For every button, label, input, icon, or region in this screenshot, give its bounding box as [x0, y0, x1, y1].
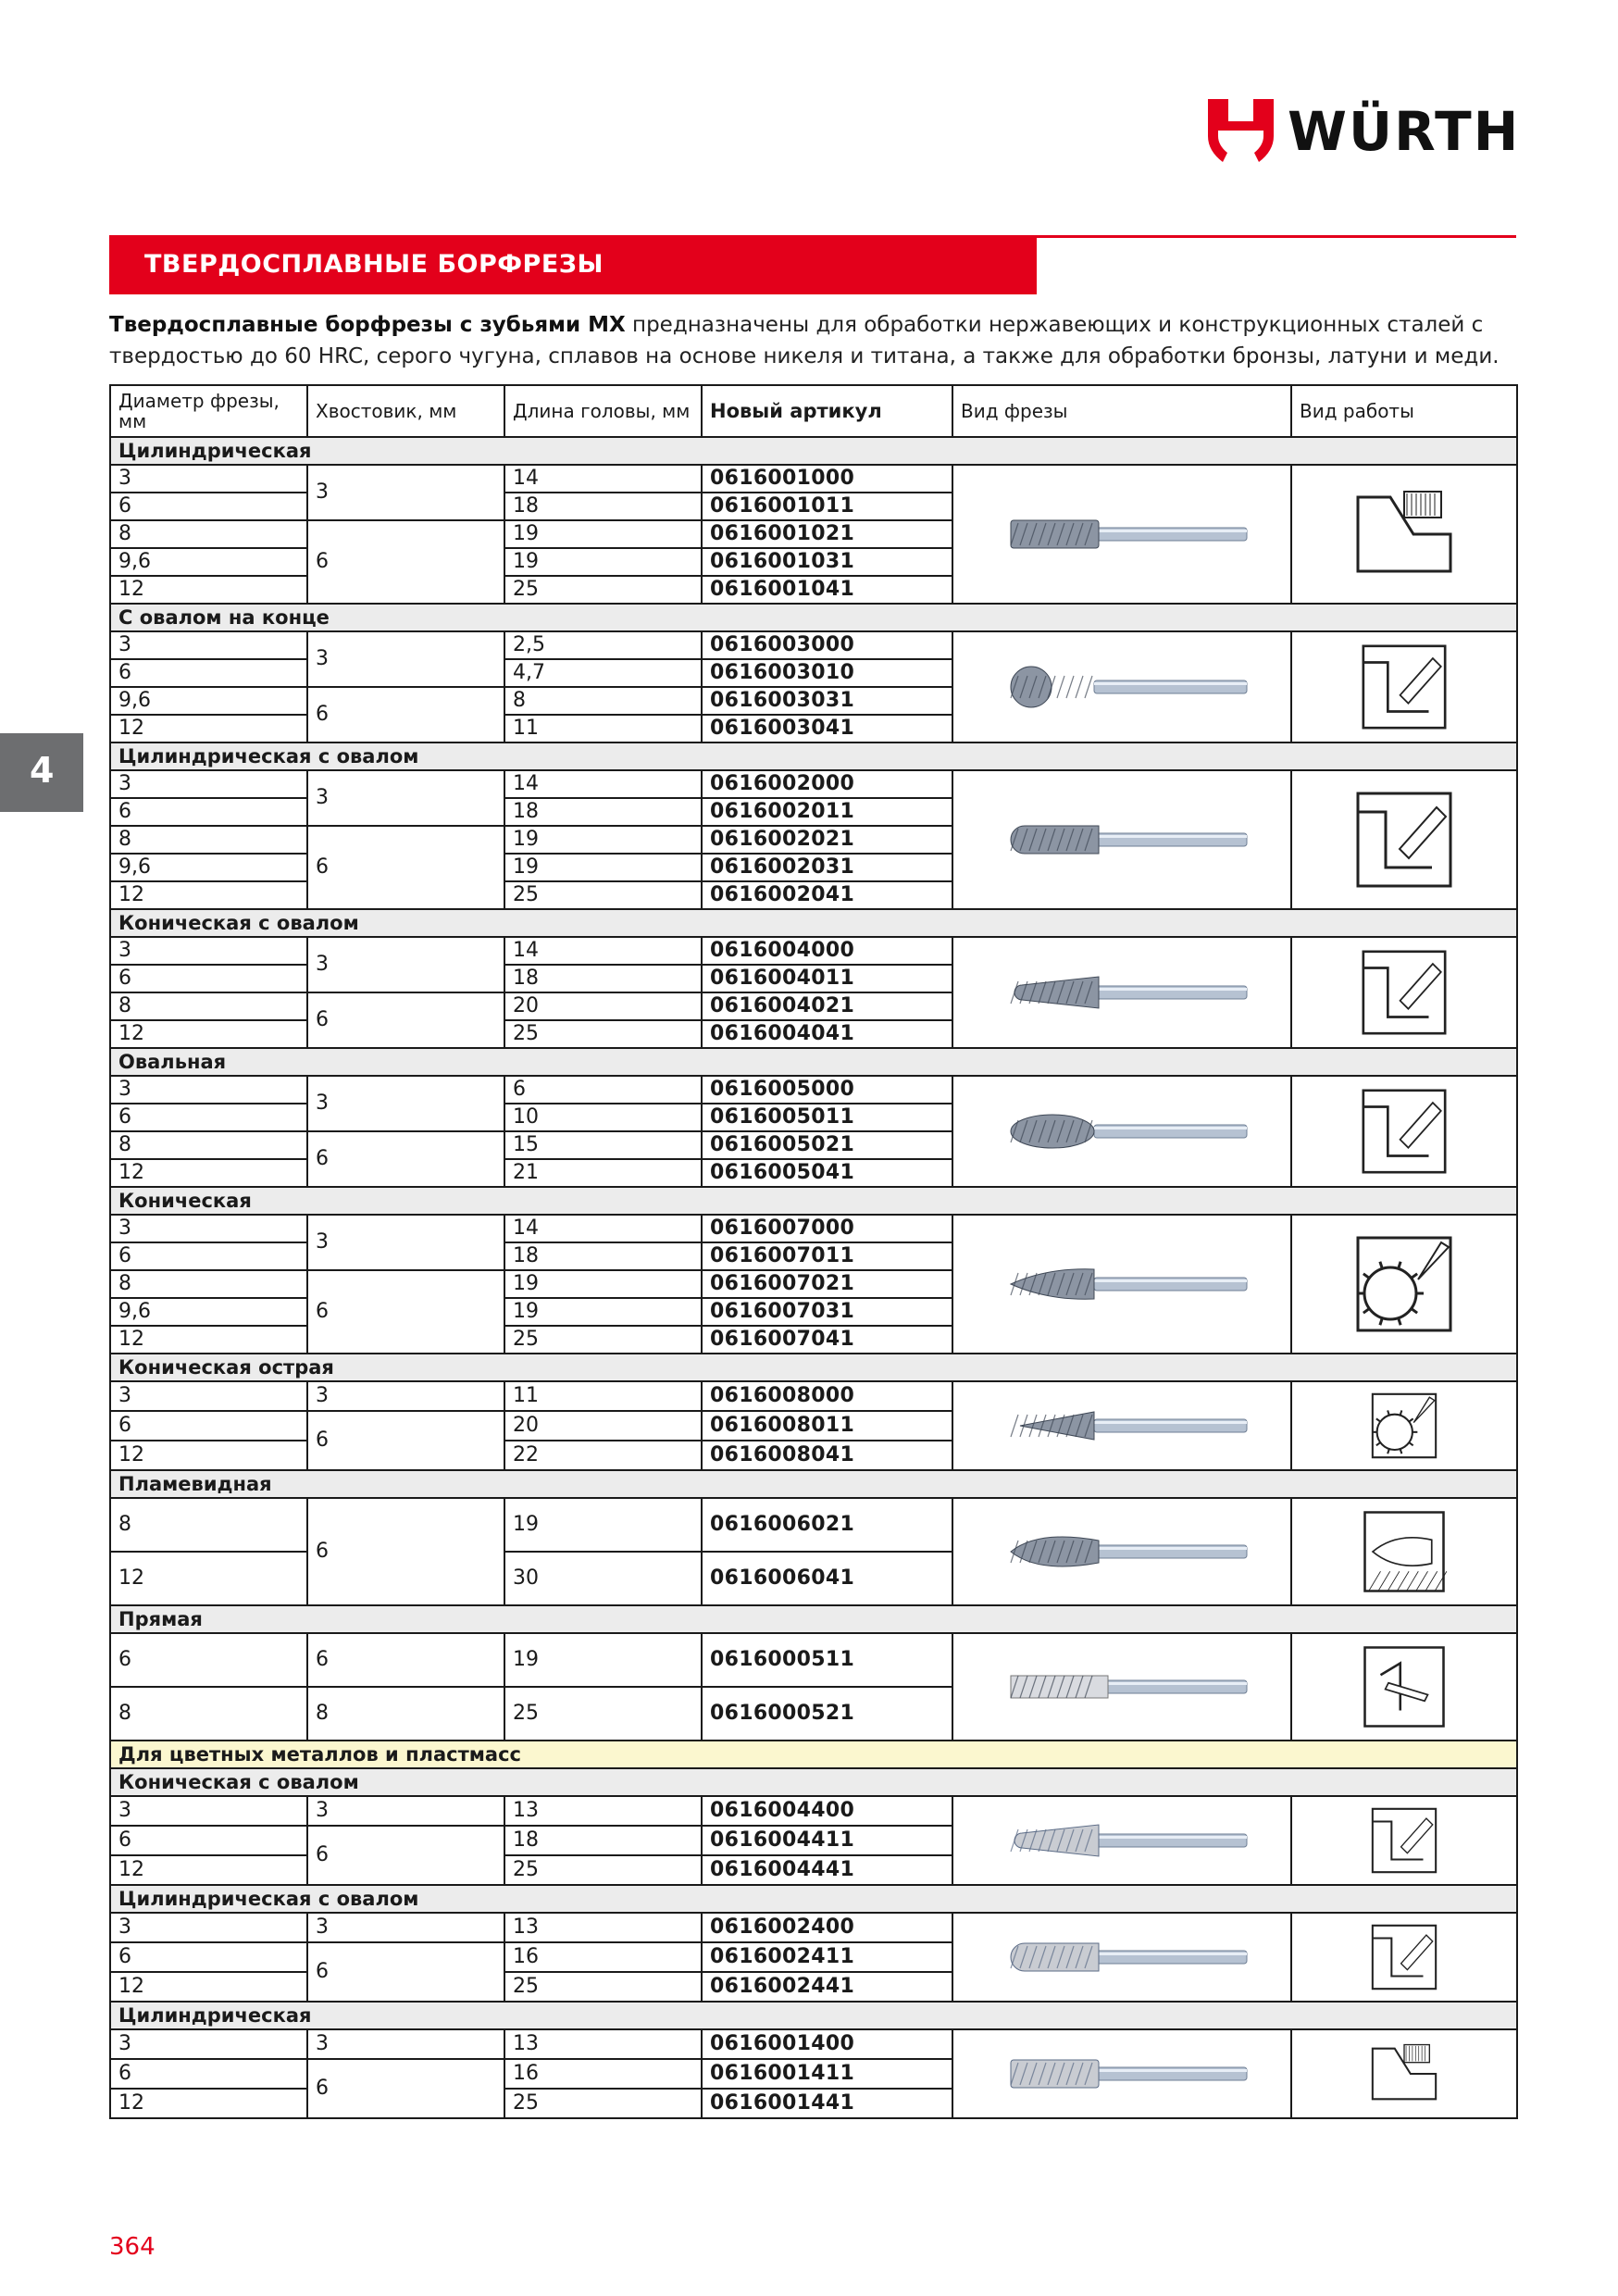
corner-work-icon	[1366, 1919, 1442, 1995]
diameter-cell: 3	[110, 1913, 307, 1942]
table-row	[110, 631, 1517, 659]
article-cell: 0616004041	[702, 1020, 952, 1048]
wurth-emblem-icon	[1206, 97, 1276, 167]
article-cell: 0616003000	[702, 631, 952, 659]
head-length-cell: 30	[504, 1552, 702, 1605]
diameter-cell: 3	[110, 2029, 307, 2059]
diameter-cell: 3	[110, 770, 307, 798]
burr-image	[952, 1076, 1291, 1187]
corner-work-icon	[1349, 784, 1460, 895]
shank-cell: 6	[307, 2059, 504, 2118]
shank-cell: 6	[307, 1826, 504, 1885]
article-cell: 0616007011	[702, 1242, 952, 1270]
table-row	[110, 1498, 1517, 1552]
head-length-cell: 25	[504, 1020, 702, 1048]
corner-work-icon	[1355, 943, 1453, 1042]
article-cell: 0616002441	[702, 1972, 952, 2002]
tree-round-burr-alu-icon	[983, 1800, 1261, 1881]
diameter-cell: 12	[110, 1972, 307, 2002]
head-length-cell: 19	[504, 548, 702, 576]
ball-burr-icon	[983, 645, 1261, 729]
article-cell: 0616002000	[702, 770, 952, 798]
group-header	[110, 1354, 1517, 1381]
table-row	[110, 1076, 1517, 1104]
head-length-cell: 13	[504, 1913, 702, 1942]
pointed-cone-burr-icon	[983, 1385, 1261, 1466]
article-cell: 0616007021	[702, 1270, 952, 1298]
head-length-cell: 21	[504, 1159, 702, 1187]
group-header	[110, 2002, 1517, 2029]
group-header	[110, 909, 1517, 937]
burr-image	[952, 631, 1291, 742]
head-length-cell: 25	[504, 1855, 702, 1885]
burr-image	[952, 1796, 1291, 1885]
head-length-cell: 19	[504, 1298, 702, 1326]
head-length-cell: 18	[504, 965, 702, 992]
work-image	[1291, 2029, 1517, 2118]
table-row	[110, 1633, 1517, 1687]
cylinder-burr-icon	[983, 493, 1261, 576]
gear-work-icon	[1366, 1388, 1442, 1464]
cone-burr-icon	[983, 1242, 1261, 1326]
article-cell: 0616001400	[702, 2029, 952, 2059]
table-row	[110, 770, 1517, 798]
tree-round-burr-icon	[983, 951, 1261, 1034]
head-length-cell: 11	[504, 1381, 702, 1411]
head-length-cell: 18	[504, 1242, 702, 1270]
diameter-cell: 6	[110, 1104, 307, 1131]
head-length-cell: 25	[504, 2089, 702, 2118]
work-image	[1291, 631, 1517, 742]
head-length-cell: 6	[504, 1076, 702, 1104]
col-article: Новый артикул	[702, 385, 952, 437]
wurth-logo	[1206, 97, 1521, 167]
diameter-cell: 12	[110, 1020, 307, 1048]
article-cell: 0616002411	[702, 1942, 952, 1972]
head-length-cell: 25	[504, 881, 702, 909]
article-cell: 0616007041	[702, 1326, 952, 1354]
shank-cell: 3	[307, 2029, 504, 2059]
article-cell: 0616001411	[702, 2059, 952, 2089]
col-burr-view: Вид фрезы	[952, 385, 1291, 437]
work-image	[1291, 1498, 1517, 1605]
burr-image	[952, 465, 1291, 604]
article-cell: 0616002041	[702, 881, 952, 909]
article-cell: 0616002021	[702, 826, 952, 854]
work-image	[1291, 1215, 1517, 1354]
shank-cell: 6	[307, 992, 504, 1048]
head-length-cell: 19	[504, 1633, 702, 1687]
head-length-cell: 14	[504, 937, 702, 965]
article-cell: 0616006041	[702, 1552, 952, 1605]
corner-work-icon	[1355, 638, 1453, 736]
article-cell: 0616007031	[702, 1298, 952, 1326]
head-length-cell: 10	[504, 1104, 702, 1131]
work-image	[1291, 465, 1517, 604]
diameter-cell: 3	[110, 1076, 307, 1104]
article-cell: 0616002011	[702, 798, 952, 826]
work-image	[1291, 1076, 1517, 1187]
col-shank: Хвостовик, мм	[307, 385, 504, 437]
chapter-number: 4	[30, 750, 55, 791]
cylinder-round-burr-alu-icon	[983, 1916, 1261, 1998]
head-length-cell: 18	[504, 1826, 702, 1855]
gear-work-icon	[1349, 1229, 1460, 1340]
article-cell: 0616001000	[702, 465, 952, 493]
article-cell: 0616001041	[702, 576, 952, 604]
head-length-cell: 25	[504, 1687, 702, 1741]
head-length-cell: 14	[504, 770, 702, 798]
head-length-cell: 19	[504, 520, 702, 548]
shank-cell: 6	[307, 826, 504, 909]
shank-cell: 6	[307, 520, 504, 604]
head-length-cell: 13	[504, 1796, 702, 1826]
head-length-cell: 22	[504, 1441, 702, 1470]
head-length-cell: 15	[504, 1131, 702, 1159]
shank-cell: 3	[307, 465, 504, 520]
head-length-cell: 16	[504, 2059, 702, 2089]
burr-image	[952, 1381, 1291, 1470]
diameter-cell: 6	[110, 1942, 307, 1972]
article-cell: 0616003010	[702, 659, 952, 687]
head-length-cell: 19	[504, 1498, 702, 1552]
head-length-cell: 25	[504, 1326, 702, 1354]
table-row	[110, 1796, 1517, 1826]
article-cell: 0616000521	[702, 1687, 952, 1741]
group-title: Пламевидная	[110, 1470, 1517, 1498]
article-cell: 0616004000	[702, 937, 952, 965]
diameter-cell: 8	[110, 1687, 307, 1741]
shank-cell: 8	[307, 1687, 504, 1741]
table-row	[110, 2029, 1517, 2059]
diameter-cell: 9,6	[110, 1298, 307, 1326]
shank-cell: 6	[307, 1942, 504, 2002]
article-cell: 0616004411	[702, 1826, 952, 1855]
shank-cell: 6	[307, 1270, 504, 1354]
shank-cell: 6	[307, 1498, 504, 1605]
diameter-cell: 8	[110, 992, 307, 1020]
diameter-cell: 12	[110, 1855, 307, 1885]
article-cell: 0616000511	[702, 1633, 952, 1687]
burr-image	[952, 1498, 1291, 1605]
group-header	[110, 1741, 1517, 1768]
head-length-cell: 18	[504, 798, 702, 826]
table-row	[110, 1215, 1517, 1242]
edge-work-icon	[1357, 1640, 1451, 1734]
diameter-cell: 8	[110, 1498, 307, 1552]
burr-image	[952, 1633, 1291, 1741]
diameter-cell: 8	[110, 520, 307, 548]
col-head-length: Длина головы, мм	[504, 385, 702, 437]
head-length-cell: 20	[504, 1411, 702, 1441]
head-length-cell: 19	[504, 854, 702, 881]
burr-image	[952, 2029, 1291, 2118]
diameter-cell: 6	[110, 659, 307, 687]
head-length-cell: 18	[504, 493, 702, 520]
intro-lead: Твердосплавные борфрезы с зубьями MX	[109, 313, 626, 337]
straight-burr-icon	[983, 1645, 1261, 1728]
group-header	[110, 1885, 1517, 1913]
diameter-cell: 12	[110, 576, 307, 604]
diameter-cell: 3	[110, 631, 307, 659]
head-length-cell: 19	[504, 1270, 702, 1298]
diameter-cell: 12	[110, 1552, 307, 1605]
diameter-cell: 9,6	[110, 548, 307, 576]
group-title: Цилиндрическая	[110, 2002, 1517, 2029]
group-title: Для цветных металлов и пластмасс	[110, 1741, 1517, 1768]
intro-text: предназначены для обработки нержавеющих и конструкционных сталей с твердостью до 60 HRC, серого чугуна, сплавов на основе никеля и титана, а также для обработки бронзы, латуни и меди.	[109, 313, 1500, 368]
shank-cell: 3	[307, 937, 504, 992]
group-title: Коническая	[110, 1187, 1517, 1215]
burr-image	[952, 937, 1291, 1048]
article-cell: 0616005021	[702, 1131, 952, 1159]
work-image	[1291, 1796, 1517, 1885]
intro-paragraph	[109, 309, 1516, 372]
cylinder-burr-alu-icon	[983, 2033, 1261, 2115]
article-cell: 0616003031	[702, 687, 952, 715]
product-table	[109, 384, 1518, 2119]
head-length-cell: 14	[504, 1215, 702, 1242]
diameter-cell: 8	[110, 826, 307, 854]
flame-burr-icon	[983, 1510, 1261, 1593]
groove-work-icon	[1349, 479, 1460, 590]
article-cell: 0616002400	[702, 1913, 952, 1942]
group-header	[110, 1768, 1517, 1796]
diameter-cell: 8	[110, 1270, 307, 1298]
section-banner	[109, 237, 1037, 294]
burr-image	[952, 770, 1291, 909]
article-cell: 0616007000	[702, 1215, 952, 1242]
diameter-cell: 8	[110, 1131, 307, 1159]
table-row	[110, 1913, 1517, 1942]
head-length-cell: 20	[504, 992, 702, 1020]
group-header	[110, 604, 1517, 631]
diameter-cell: 6	[110, 493, 307, 520]
groove-work-icon	[1366, 2036, 1442, 2112]
shank-cell: 6	[307, 687, 504, 742]
hatch-work-icon	[1357, 1504, 1451, 1599]
diameter-cell: 3	[110, 1215, 307, 1242]
shank-cell: 6	[307, 1633, 504, 1687]
group-title: Коническая с овалом	[110, 1768, 1517, 1796]
group-header	[110, 1470, 1517, 1498]
article-cell: 0616006021	[702, 1498, 952, 1552]
group-title: Цилиндрическая с овалом	[110, 742, 1517, 770]
diameter-cell: 12	[110, 2089, 307, 2118]
chapter-tab	[0, 733, 83, 812]
corner-work-icon	[1366, 1803, 1442, 1878]
cylinder-round-burr-icon	[983, 798, 1261, 881]
article-cell: 0616008011	[702, 1411, 952, 1441]
article-cell: 0616001441	[702, 2089, 952, 2118]
diameter-cell: 3	[110, 937, 307, 965]
section-title: ТВЕРДОСПЛАВНЫЕ БОРФРЕЗЫ	[144, 250, 604, 279]
shank-cell: 3	[307, 1215, 504, 1270]
diameter-cell: 6	[110, 1411, 307, 1441]
article-cell: 0616001011	[702, 493, 952, 520]
article-cell: 0616005011	[702, 1104, 952, 1131]
shank-cell: 6	[307, 1131, 504, 1187]
article-cell: 0616005000	[702, 1076, 952, 1104]
group-title: Овальная	[110, 1048, 1517, 1076]
work-image	[1291, 1913, 1517, 2002]
diameter-cell: 12	[110, 715, 307, 742]
diameter-cell: 3	[110, 1796, 307, 1826]
oval-burr-icon	[983, 1090, 1261, 1173]
article-cell: 0616002031	[702, 854, 952, 881]
article-cell: 0616005041	[702, 1159, 952, 1187]
article-cell: 0616008041	[702, 1441, 952, 1470]
article-cell: 0616004441	[702, 1855, 952, 1885]
table-row	[110, 465, 1517, 493]
work-image	[1291, 770, 1517, 909]
diameter-cell: 12	[110, 1326, 307, 1354]
head-length-cell: 2,5	[504, 631, 702, 659]
article-cell: 0616004400	[702, 1796, 952, 1826]
diameter-cell: 3	[110, 465, 307, 493]
diameter-cell: 6	[110, 1633, 307, 1687]
diameter-cell: 12	[110, 881, 307, 909]
group-header	[110, 1187, 1517, 1215]
article-cell: 0616004011	[702, 965, 952, 992]
shank-cell: 3	[307, 1381, 504, 1411]
article-cell: 0616008000	[702, 1381, 952, 1411]
head-length-cell: 4,7	[504, 659, 702, 687]
table-header-row	[110, 385, 1517, 437]
corner-work-icon	[1355, 1082, 1453, 1180]
group-title: Коническая с овалом	[110, 909, 1517, 937]
page-number: 364	[109, 2233, 156, 2261]
shank-cell: 3	[307, 770, 504, 826]
diameter-cell: 12	[110, 1159, 307, 1187]
table-row	[110, 1381, 1517, 1411]
article-cell: 0616001021	[702, 520, 952, 548]
head-length-cell: 25	[504, 1972, 702, 2002]
shank-cell: 3	[307, 1796, 504, 1826]
shank-cell: 3	[307, 1076, 504, 1131]
work-image	[1291, 937, 1517, 1048]
head-length-cell: 25	[504, 576, 702, 604]
article-cell: 0616004021	[702, 992, 952, 1020]
head-length-cell: 8	[504, 687, 702, 715]
diameter-cell: 6	[110, 965, 307, 992]
group-title: Коническая острая	[110, 1354, 1517, 1381]
head-length-cell: 16	[504, 1942, 702, 1972]
group-header	[110, 1605, 1517, 1633]
head-length-cell: 13	[504, 2029, 702, 2059]
group-header	[110, 742, 1517, 770]
work-image	[1291, 1633, 1517, 1741]
col-work-view: Вид работы	[1291, 385, 1517, 437]
group-header	[110, 437, 1517, 465]
brand-name: WÜRTH	[1288, 100, 1521, 163]
diameter-cell: 9,6	[110, 687, 307, 715]
article-cell: 0616001031	[702, 548, 952, 576]
diameter-cell: 12	[110, 1441, 307, 1470]
group-title: Цилиндрическая с овалом	[110, 1885, 1517, 1913]
head-length-cell: 14	[504, 465, 702, 493]
head-length-cell: 19	[504, 826, 702, 854]
article-cell: 0616003041	[702, 715, 952, 742]
burr-image	[952, 1913, 1291, 2002]
diameter-cell: 6	[110, 798, 307, 826]
diameter-cell: 6	[110, 2059, 307, 2089]
group-title: Прямая	[110, 1605, 1517, 1633]
col-diameter: Диаметр фрезы, мм	[110, 385, 307, 437]
diameter-cell: 3	[110, 1381, 307, 1411]
table-row	[110, 937, 1517, 965]
shank-cell: 3	[307, 1913, 504, 1942]
burr-image	[952, 1215, 1291, 1354]
diameter-cell: 6	[110, 1826, 307, 1855]
head-length-cell: 11	[504, 715, 702, 742]
diameter-cell: 9,6	[110, 854, 307, 881]
diameter-cell: 6	[110, 1242, 307, 1270]
group-header	[110, 1048, 1517, 1076]
work-image	[1291, 1381, 1517, 1470]
group-title: Цилиндрическая	[110, 437, 1517, 465]
shank-cell: 6	[307, 1411, 504, 1470]
shank-cell: 3	[307, 631, 504, 687]
group-title: С овалом на конце	[110, 604, 1517, 631]
